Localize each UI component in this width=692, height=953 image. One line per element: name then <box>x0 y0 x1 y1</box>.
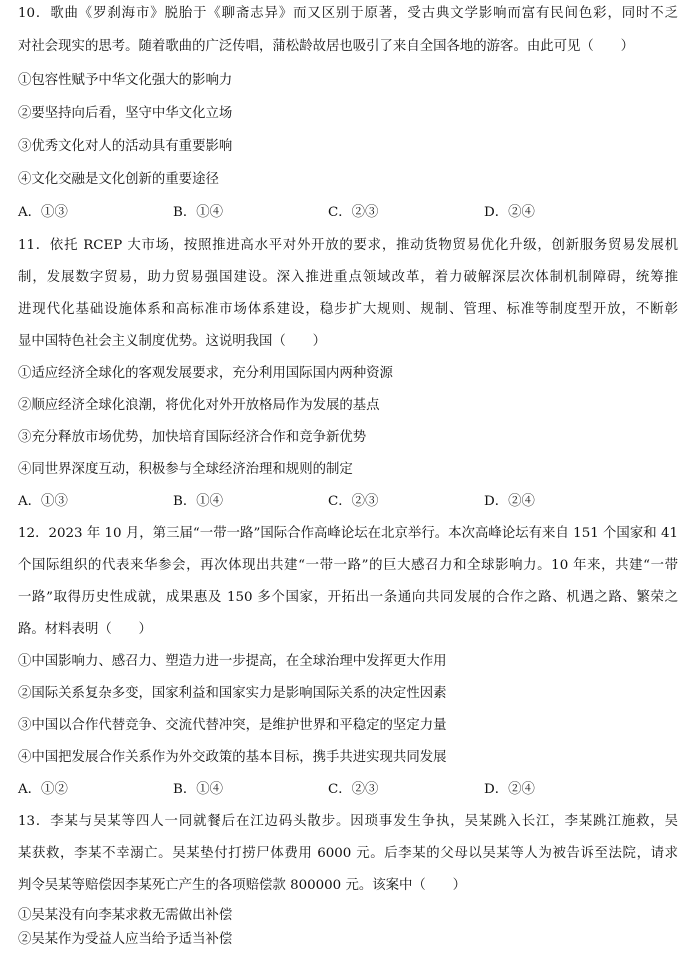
statement: ②吴某作为受益人应当给予适当补偿 <box>18 932 233 947</box>
question-stem-line: 制，发展数字贸易，助力贸易强国建设。深入推进重点领域改革，着力破解深层次体制机制障碍，统筹推 <box>18 270 678 285</box>
statement: ①吴某没有向李某求救无需做出补偿 <box>18 908 233 923</box>
statement: ①包容性赋予中华文化强大的影响力 <box>18 73 233 88</box>
question-stem-line: 11．依托 RCEP 大市场，按照推进高水平对外开放的要求，推动货物贸易优化升级，创新服务贸易发展机 <box>18 238 678 253</box>
choice-c: C．②③ <box>328 494 379 509</box>
question-stem-line: 判令吴某等赔偿因李某死亡产生的各项赔偿款 800000 元。该案中（ ） <box>18 878 466 893</box>
choice-d: D．②④ <box>484 782 535 797</box>
choice-d: D．②④ <box>484 205 535 220</box>
statement: ②国际关系复杂多变，国家利益和国家实力是影响国际关系的决定性因素 <box>18 686 447 701</box>
choice-d: D．②④ <box>484 494 535 509</box>
choice-a: A．①② <box>18 782 68 797</box>
choice-b: B．①④ <box>173 494 224 509</box>
choice-c: C．②③ <box>328 782 379 797</box>
statement: ②顺应经济全球化浪潮，将优化对外开放格局作为发展的基点 <box>18 398 380 413</box>
statement: ①中国影响力、感召力、塑造力进一步提高，在全球治理中发挥更大作用 <box>18 654 447 669</box>
choice-b: B．①④ <box>173 782 224 797</box>
statement: ③中国以合作代替竞争、交流代替冲突，是维护世界和平稳定的坚定力量 <box>18 718 447 733</box>
statement: ②要坚持向后看，坚守中华文化立场 <box>18 106 233 121</box>
question-stem-line: 显中国特色社会主义制度优势。这说明我国（ ） <box>18 334 326 349</box>
statement: ①适应经济全球化的客观发展要求，充分利用国际国内两种资源 <box>18 366 393 381</box>
question-stem-line: 13．李某与吴某等四人一同就餐后在江边码头散步。因琐事发生争执，吴某跳入长江，李某跳江施救，吴 <box>18 814 678 829</box>
question-stem-line: 某获救，李某不幸溺亡。吴某垫付打捞尸体费用 6000 元。后李某的父母以吴某等人为被告诉至法院，请求 <box>18 846 678 861</box>
statement: ③优秀文化对人的活动具有重要影响 <box>18 139 233 154</box>
question-stem-line: 10．歌曲《罗刹海市》脱胎于《聊斋志异》而又区别于原著，受古典文学影响而富有民间色彩，同时不乏 <box>18 6 678 21</box>
choice-a: A．①③ <box>18 205 68 220</box>
statement: ④中国把发展合作关系作为外交政策的基本目标，携手共进实现共同发展 <box>18 750 447 765</box>
question-stem-line: 进现代化基础设施体系和高标准市场体系建设，稳步扩大规则、规制、管理、标准等制度型开放，不断彰 <box>18 302 678 317</box>
question-stem-line: 对社会现实的思考。随着歌曲的广泛传唱，蒲松龄故居也吸引了来自全国各地的游客。由此可见（ ） <box>18 39 634 54</box>
question-stem-line: 路。材料表明（ ） <box>18 622 152 637</box>
statement: ③充分释放市场优势，加快培育国际经济合作和竞争新优势 <box>18 430 367 445</box>
choice-c: C．②③ <box>328 205 379 220</box>
statement: ④同世界深度互动，积极参与全球经济治理和规则的制定 <box>18 462 353 477</box>
question-stem-line: 12．2023 年 10 月，第三届“一带一路”国际合作高峰论坛在北京举行。本次高峰论坛有来自 151 个国家和 41 <box>18 526 678 541</box>
choice-b: B．①④ <box>173 205 224 220</box>
question-stem-line: 个国际组织的代表来华参会，再次体现出共建“一带一路”的巨大感召力和全球影响力。10 年来，共建“一带 <box>18 558 678 573</box>
question-stem-line: 一路”取得历史性成就，成果惠及 150 多个国家，开拓出一条通向共同发展的合作之路、机遇之路、繁荣之 <box>18 590 678 605</box>
statement: ④文化交融是文化创新的重要途径 <box>18 172 219 187</box>
choice-a: A．①③ <box>18 494 68 509</box>
